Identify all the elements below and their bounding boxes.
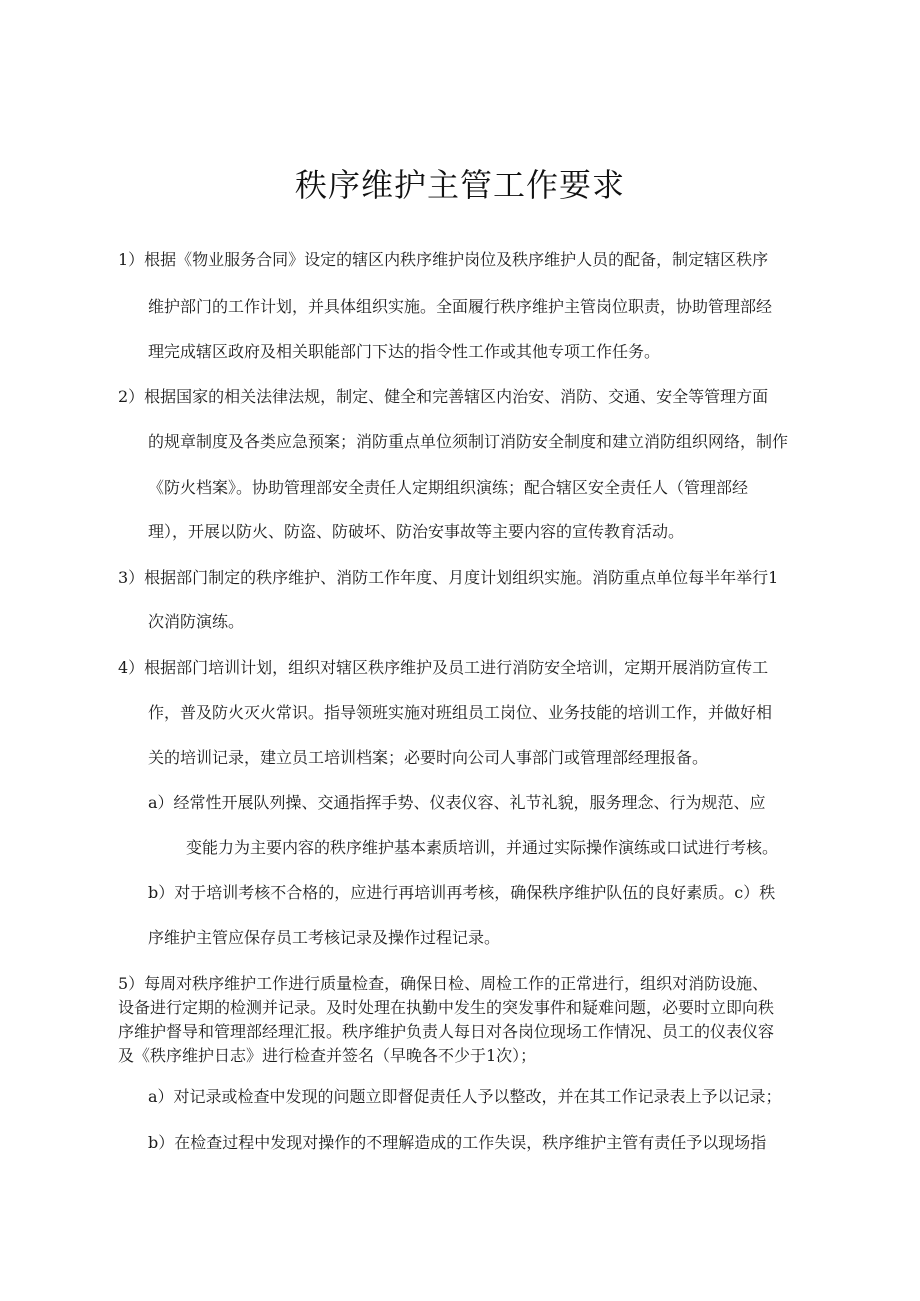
p3-line1: 3）根据部门制定的秩序维护、消防工作年度、月度计划组织实施。消防重点单位每半年举行1 — [118, 568, 779, 587]
p5b-line1: b）在检查过程中发现对操作的不理解造成的工作失误，秩序维护主管有责任予以现场指 — [148, 1133, 767, 1152]
p4-line3: 关的培训记录，建立员工培训档案；必要时向公司人事部门或管理部经理报备。 — [148, 748, 709, 767]
p5-line2: 设备进行定期的检测并记录。及时处理在执勤中发生的突发事件和疑难问题，必要时立即向秩 — [118, 998, 775, 1017]
p4-line2: 作，普及防火灭火常识。指导领班实施对班组员工岗位、业务技能的培训工作，并做好相 — [148, 703, 773, 722]
p5-line3: 序维护督导和管理部经理汇报。秩序维护负责人每日对各岗位现场工作情况、员工的仪表仪容 — [118, 1022, 775, 1041]
p4b-line1: b）对于培训考核不合格的，应进行再培训再考核，确保秩序维护队伍的良好素质。c）秩 — [148, 883, 776, 902]
p4-line1: 4）根据部门培训计划，组织对辖区秩序维护及员工进行消防安全培训，定期开展消防宣传工 — [118, 658, 769, 677]
p2-line4: 理），开展以防火、防盗、防破坏、防治安事故等主要内容的宣传教育活动。 — [148, 522, 685, 541]
p1-line1: 1）根据《物业服务合同》设定的辖区内秩序维护岗位及秩序维护人员的配备，制定辖区秩序 — [118, 250, 769, 269]
p4b-line2: 序维护主管应保存员工考核记录及操作过程记录。 — [148, 928, 501, 947]
p2-line2: 的规章制度及各类应急预案；消防重点单位须制订消防安全制度和建立消防组织网络，制作 — [148, 432, 789, 451]
p5a-line1: a）对记录或检查中发现的问题立即督促责任人予以整改，并在其工作记录表上予以记录； — [148, 1087, 782, 1106]
p2-line1: 2）根据国家的相关法律法规，制定、健全和完善辖区内治安、消防、交通、安全等管理方面 — [118, 387, 769, 406]
p5-line1: 5）每周对秩序维护工作进行质量检查，确保日检、周检工作的正常进行，组织对消防设施、 — [118, 974, 769, 993]
p2-line3: 《防火档案》。协助管理部安全责任人定期组织演练；配合辖区安全责任人（管理部经 — [148, 478, 749, 497]
p3-line2: 次消防演练。 — [148, 612, 245, 631]
page-title: 秩序维护主管工作要求 — [294, 166, 625, 204]
p1-line2: 维护部门的工作计划，并具体组织实施。全面履行秩序维护主管岗位职责，协助管理部经 — [148, 297, 773, 316]
p5-line4: 及《秩序维护日志》进行检查并签名（早晚各不少于1次）； — [118, 1046, 537, 1065]
p4a-line2: 变能力为主要内容的秩序维护基本素质培训，并通过实际操作演练或口试进行考核。 — [186, 838, 779, 857]
p1-line3: 理完成辖区政府及相关职能部门下达的指令性工作或其他专项工作任务。 — [148, 342, 661, 361]
p4a-line1: a）经常性开展队列操、交通指挥手势、仪表仪容、礼节礼貌，服务理念、行为规范、应 — [148, 793, 766, 812]
